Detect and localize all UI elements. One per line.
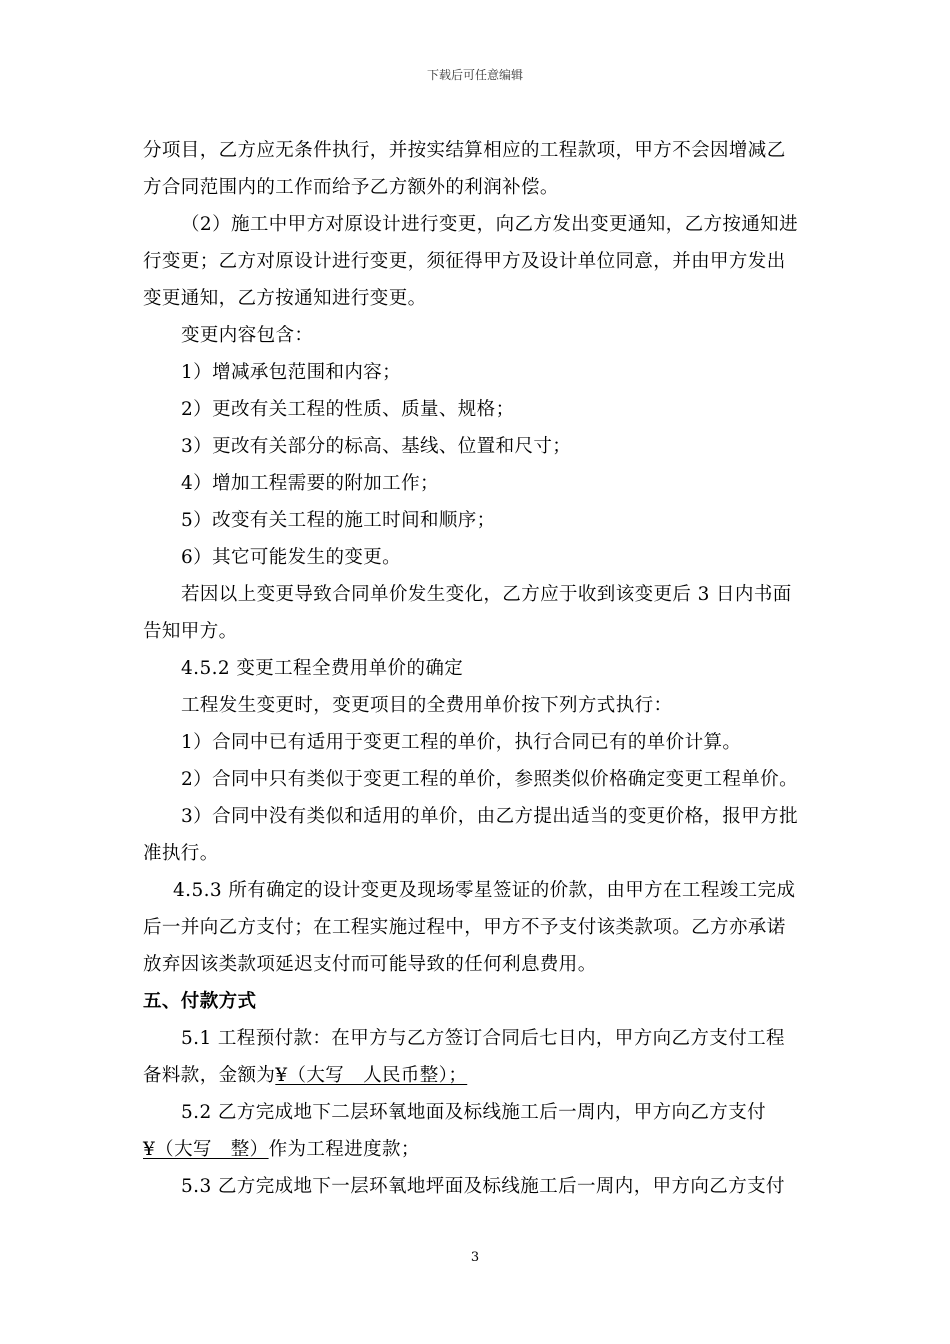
- list-item: 2）更改有关工程的性质、质量、规格；: [181, 399, 515, 420]
- list-item: 3）合同中没有类似和适用的单价，由乙方提出适当的变更价格，报甲方批: [181, 806, 798, 827]
- list-item: 5）改变有关工程的施工时间和顺序；: [181, 510, 496, 531]
- paragraph-line: 4.5.3 所有确定的设计变更及现场零星签证的价款，由甲方在工程竣工完成: [173, 880, 796, 901]
- paragraph-line: 告知甲方。: [143, 621, 238, 642]
- paragraph-line: （2）施工中甲方对原设计进行变更，向乙方发出变更通知，乙方按通知进: [181, 214, 798, 235]
- paragraph-line: 分项目，乙方应无条件执行，并按实结算相应的工程款项，甲方不会因增减乙: [143, 140, 786, 161]
- paragraph-line: 5.3 乙方完成地下一层环氧地坪面及标线施工后一周内，甲方向乙方支付: [181, 1176, 785, 1197]
- paragraph-line: 行变更；乙方对原设计进行变更，须征得甲方及设计单位同意，并由甲方发出: [143, 251, 786, 272]
- paragraph-line: 5.2 乙方完成地下二层环氧地面及标线施工后一周内，甲方向乙方支付: [181, 1102, 767, 1123]
- paragraph-line: 后一并向乙方支付；在工程实施过程中，甲方不予支付该类款项。乙方亦承诺: [143, 917, 786, 938]
- section-subtitle: 4.5.2 变更工程全费用单价的确定: [181, 658, 464, 679]
- amount-suffix: 作为工程进度款；: [268, 1139, 420, 1160]
- list-item: 6）其它可能发生的变更。: [181, 547, 402, 568]
- paragraph-line: 若因以上变更导致合同单价发生变化，乙方应于收到该变更后 3 日内书面: [181, 584, 792, 605]
- list-item: 1）增减承包范围和内容；: [181, 362, 402, 383]
- paragraph-line: 放弃因该类款项延迟支付而可能导致的任何利息费用。: [143, 954, 597, 975]
- list-item: 3）更改有关部分的标高、基线、位置和尺寸；: [181, 436, 572, 457]
- paragraph-line: 变更内容包含：: [181, 325, 314, 346]
- paragraph-line: 方合同范围内的工作而给予乙方额外的利润补偿。: [143, 177, 559, 198]
- page-header: 下载后可任意编辑: [426, 68, 523, 82]
- amount-prefix: 备料款，金额为: [143, 1065, 276, 1086]
- paragraph-line: [143, 1057, 811, 1094]
- paragraph-line: 变更通知，乙方按通知进行变更。: [143, 288, 427, 309]
- paragraph-line: [143, 1131, 811, 1168]
- paragraph-line: 5.1 工程预付款：在甲方与乙方签订合同后七日内，甲方向乙方支付工程: [181, 1028, 785, 1049]
- paragraph-line: 准执行。: [143, 843, 219, 864]
- amount-blank: ¥（大写 人民币整）；: [275, 1065, 468, 1086]
- amount-blank: ¥（大写 整）: [143, 1139, 269, 1160]
- list-item: 2）合同中只有类似于变更工程的单价，参照类似价格确定变更工程单价。: [181, 769, 798, 790]
- list-item: 1）合同中已有适用于变更工程的单价，执行合同已有的单价计算。: [181, 732, 742, 753]
- list-item: 4）增加工程需要的附加工作；: [181, 473, 439, 494]
- paragraph-line: 工程发生变更时，变更项目的全费用单价按下列方式执行：: [181, 695, 673, 716]
- page-number: 3: [470, 1250, 480, 1265]
- section-heading: 五、付款方式: [143, 991, 257, 1012]
- document-body: [143, 132, 811, 1205]
